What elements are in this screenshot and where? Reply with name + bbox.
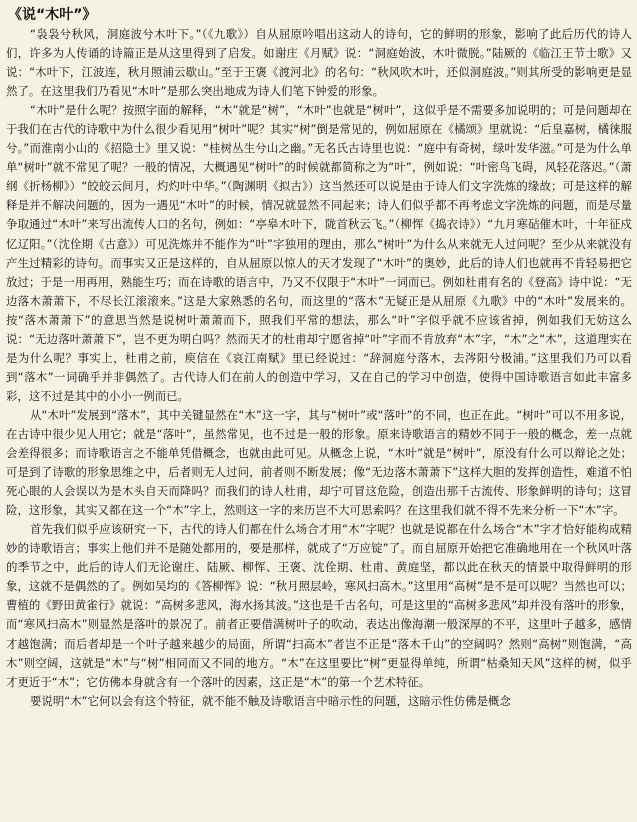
- article-paragraph-4: 首先我们似乎应该研究一下，古代的诗人们都在什么场合才用“木”字呢？也就是说都在什么场合“木”字才恰好能构成精妙的诗歌语言；事实上他们并不是随处都用的，要是那样，就成了“万应锭”了。而自屈原开始把它准确地用在一个秋风叶落的季节之中，此后的诗人们无论谢庄、陆厥、柳恽、王褒、沈佺期、杜甫、黄庭坚，都以此在秋天的情景中取得鲜明的形象，这就不是偶然的了。例如吴均的《答柳恽》说：“秋月照层岭，寒风扫高木。”这里用“高树”是不是可以呢？当然也可以；曹植的《野田黄雀行》就说：“高树多悲风，海水扬其波。”这也是千古名句，可是这里的“高树多悲风”却并没有落叶的形象，而“寒风扫高木”则显然是落叶的景况了。前者正要借满树叶子的吹动，表达出像海潮一般深厚的不平，这里叶子越多，感情才越饱满；而后者却是一个叶子越来越少的局面，所谓“扫高木”者岂不正是“落木千山”的空阔吗？然则“高树”则饱满，“高木”则空阔，这就是“木”与“树”相同而又不同的地方。“木”在这里要比“树”更显得单纯，所谓“枯桑知天风”这样的树，似乎才更近于“木”；它仿佛本身就含有一个落叶的因素，这正是“木”的第一个艺术特征。: [6, 522, 632, 689]
- article-title: 《说“木叶”》: [8, 7, 97, 23]
- article-paragraph-1: “袅袅兮秋风，洞庭波兮木叶下。”（《九歌》）自从屈原吟唱出这动人的诗句，它的鲜明的形象，影响了此后历代的诗人们，许多为人传诵的诗篇正是从这里得到了启发。如谢庄《月赋》说：“洞庭始波，木叶微脱。”陆厥的《临江王节士歌》又说：“木叶下，江波连，秋月照浦云歇山。”至于王褒《渡河北》的名句：“秋风吹木叶，还似洞庭波。”则其所受的影响更是显然了。在这里我们乃看见“木叶”是那么突出地成为诗人们笔下钟爱的形象。: [6, 27, 632, 99]
- article-paragraph-3: 从“木叶”发展到“落木”，其中关键显然在“木”这一字，其与“树叶”或“落叶”的不同，也正在此。“树叶”可以不用多说，在古诗中很少见人用它；就是“落叶”，虽然常见，也不过是一般的形象。原来诗歌语言的精妙不同于一般的概念，差一点就会差得很多；而诗歌语言之不能单凭借概念，也就由此可见。从概念上说，“木叶”就是“树叶”，原没有什么可以辩论之处；可是到了诗歌的形象思维之中，后者则无人过问，前者则不断发展；像“无边落木萧萧下”这样大胆的发挥创造性，难道不怕死心眼的人会误以为是木头自天而降吗？而我们的诗人杜甫，却宁可冒这危险，创造出那千古流传、形象鲜明的诗句；这冒险，这形象，其实又都在这一个“木”字上，然则这一字的来历岂不大可思索吗？在这里我们就不得不先来分析一下“木”字。: [6, 407, 632, 518]
- article-paragraph-2: “木叶”是什么呢？按照字面的解释，“木”就是“树”，“木叶”也就是“树叶”，这似乎是不需要多加说明的；可是问题却在于我们在古代的诗歌中为什么很少看见用“树叶”呢？其实“树”倒是常见的，例如屈原在《橘颂》里就说：“后皇嘉树，橘徕服兮。”而淮南小山的《招隐士》里又说：“桂树丛生兮山之幽。”无名氏古诗里也说：“庭中有奇树，绿叶发华滋。”可是为什么单单“树叶”就不常见了呢？一般的情况，大概遇见“树叶”的时候就都简称之为“叶”，例如说：“叶密鸟飞碍，风轻花落迟。”（萧纲《折杨柳》）“皎皎云间月，灼灼叶中华。”（陶渊明《拟古》）这当然还可以说是由于诗人们文字洗炼的缘故；可是这样的解释是并不解决问题的，因为一遇见“木叶”的时候，情况就显然不同起来；诗人们似乎都不再考虑文字洗炼的问题，而是尽量争取通过“木叶”来写出流传人口的名句，例如：“亭皋木叶下，陇首秋云飞。”（柳恽《捣衣诗》）“九月寒砧催木叶，十年征戍忆辽阳。”（沈佺期《古意》）可见洗炼并不能作为“叶”字独用的理由，那么“树叶”为什么从来就无人过问呢？至少从来就没有产生过精彩的诗句。而事实又正是这样的，自从屈原以惊人的天才发现了“木叶”的奥妙，此后的诗人们也就再不肯轻易把它放过；于是一用再用，熟能生巧；而在诗歌的语言中，乃又不仅限于“木叶”一词而已。例如杜甫有名的《登高》诗中说：“无边落木萧萧下，不尽长江滚滚来。”这是大家熟悉的名句，而这里的“落木”无疑正是从屈原《九歌》中的“木叶”发展来的。按“落木萧萧下”的意思当然是说树叶萧萧而下，照我们平常的想法，那么“叶”字似乎就不应该省掉，例如我们无妨这么说：“无边落叶萧萧下”，岂不更为明白吗？然而天才的杜甫却宁愿省掉“叶”字而不肯放弃“木”字，“木”之“木”，这道理实在是为什么呢？事实上，杜甫之前，庾信在《哀江南赋》里已经说过：“辞洞庭兮落木，去涔阳兮极浦。”这里我们乃可以看到“落木”一词确乎并非偶然了。古代诗人们在前人的创造中学习，又在自己的学习中创造，使得中国诗歌语言如此丰富多彩，这不过是其中的小小一例而已。: [6, 103, 632, 403]
- article-paragraph-5: 要说明“木”它何以会有这个特征，就不能不触及诗歌语言中暗示性的问题，这暗示性仿佛是概念: [29, 693, 511, 708]
